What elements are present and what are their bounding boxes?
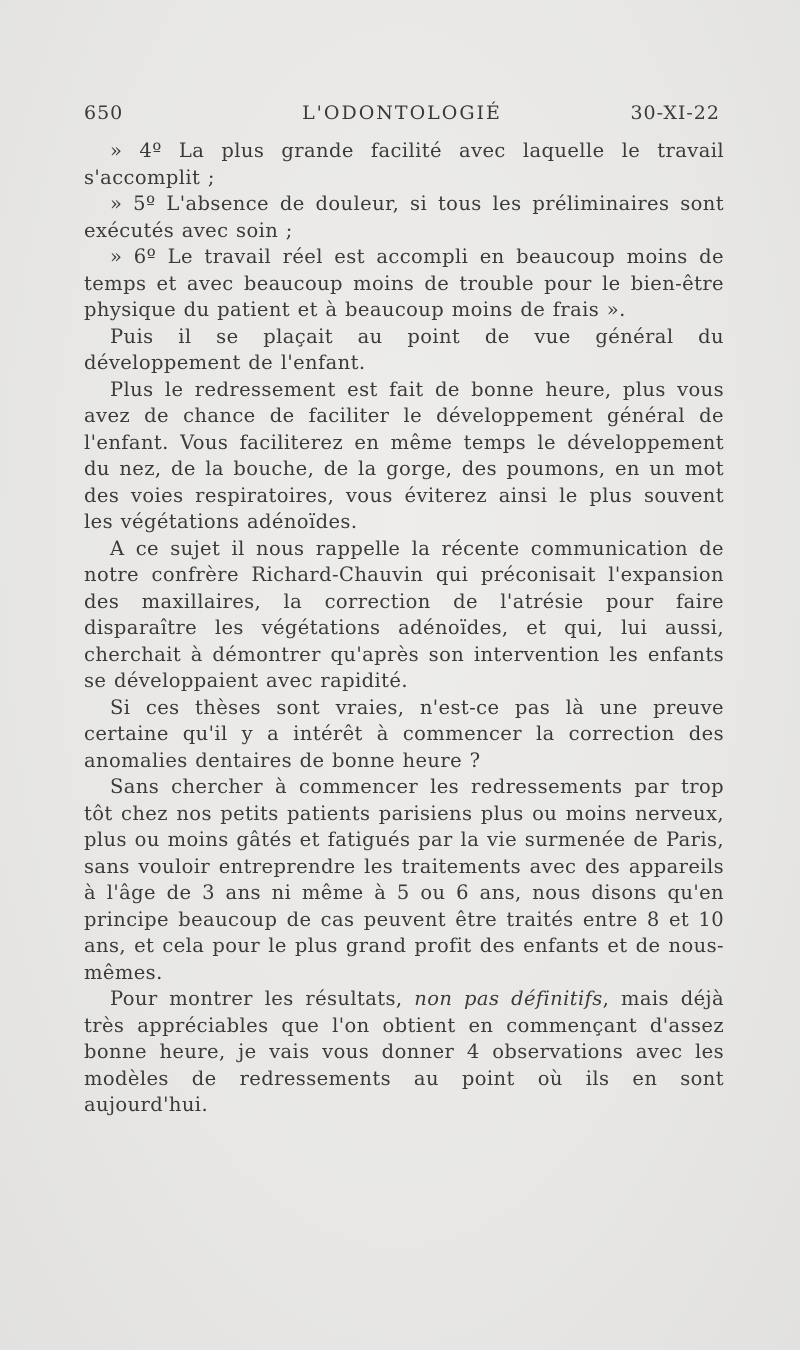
issue-date: 30-XI-22: [630, 102, 720, 124]
journal-title: L'ODONTOLOGIÉ: [302, 102, 502, 124]
observations-text-end: , mais déjà très appréciables que l'on obtient en commençant d'assez bonne heure, je vais vous donner 4 observations avec les modèles de redressements au point où ils en sont aujourd'hui.: [84, 987, 724, 1116]
paragraph-development: Puis il se plaçait au point de vue général du développement de l'enfant.: [84, 324, 724, 374]
paragraph-point-4: » 4º La plus grande facilité avec laquelle le travail s'accomplit ;: [84, 139, 724, 189]
running-header: [84, 102, 720, 132]
paragraph-richard-chauvin: A ce sujet il nous rappelle la récente communication de notre confrère Richard-Chauvin qui préconisait l'expansion des maxillaires, la correction de l'atrésie pour faire disparaître les végétations adénoïdes, et qui, lui aussi, cherchait à démontrer qu'après son intervention les enfants se développaient avec rapidité.: [84, 536, 724, 692]
observations-italic: non pas définitifs: [414, 987, 603, 1010]
paragraph-age-treatment: Sans chercher à commencer les redressements par trop tôt chez nos petits patients parisiens plus ou moins nerveux, plus ou moins gâtés et fatigués par la vie surmenée de Paris, sans vouloir entreprendre les traitements avec des appareils à l'âge de 3 ans ni même à 5 ou 6 ans, nous disons qu'en principe beaucoup de cas peuvent être traités entre 8 et 10 ans, et cela pour le plus grand profit des enfants et de nous-mêmes.: [84, 775, 724, 984]
paragraph-theses: Si ces thèses sont vraies, n'est-ce pas là une preuve certaine qu'il y a intérêt à commencer la correction des anomalies dentaires de bonne heure ?: [84, 695, 724, 772]
observations-text-start: Pour montrer les résultats,: [110, 987, 415, 1010]
paragraph-early-correction: Plus le redressement est fait de bonne heure, plus vous avez de chance de faciliter le développement général de l'enfant. Vous faciliterez en même temps le développement du nez, de la bouche, de la gorge, des poumons, en un mot des voies respiratoires, vous éviterez ainsi le plus souvent les végétations adénoïdes.: [84, 377, 724, 533]
body-text: [84, 138, 724, 1119]
paragraph-point-6: » 6º Le travail réel est accompli en beaucoup moins de temps et avec beaucoup moins de trouble pour le bien-être physique du patient et à beaucoup moins de frais ».: [84, 245, 724, 321]
page-number: 650: [84, 102, 124, 124]
paragraph-observations: [84, 986, 724, 1119]
paragraph-point-5: » 5º L'absence de douleur, si tous les préliminaires sont exécutés avec soin ;: [84, 192, 724, 242]
